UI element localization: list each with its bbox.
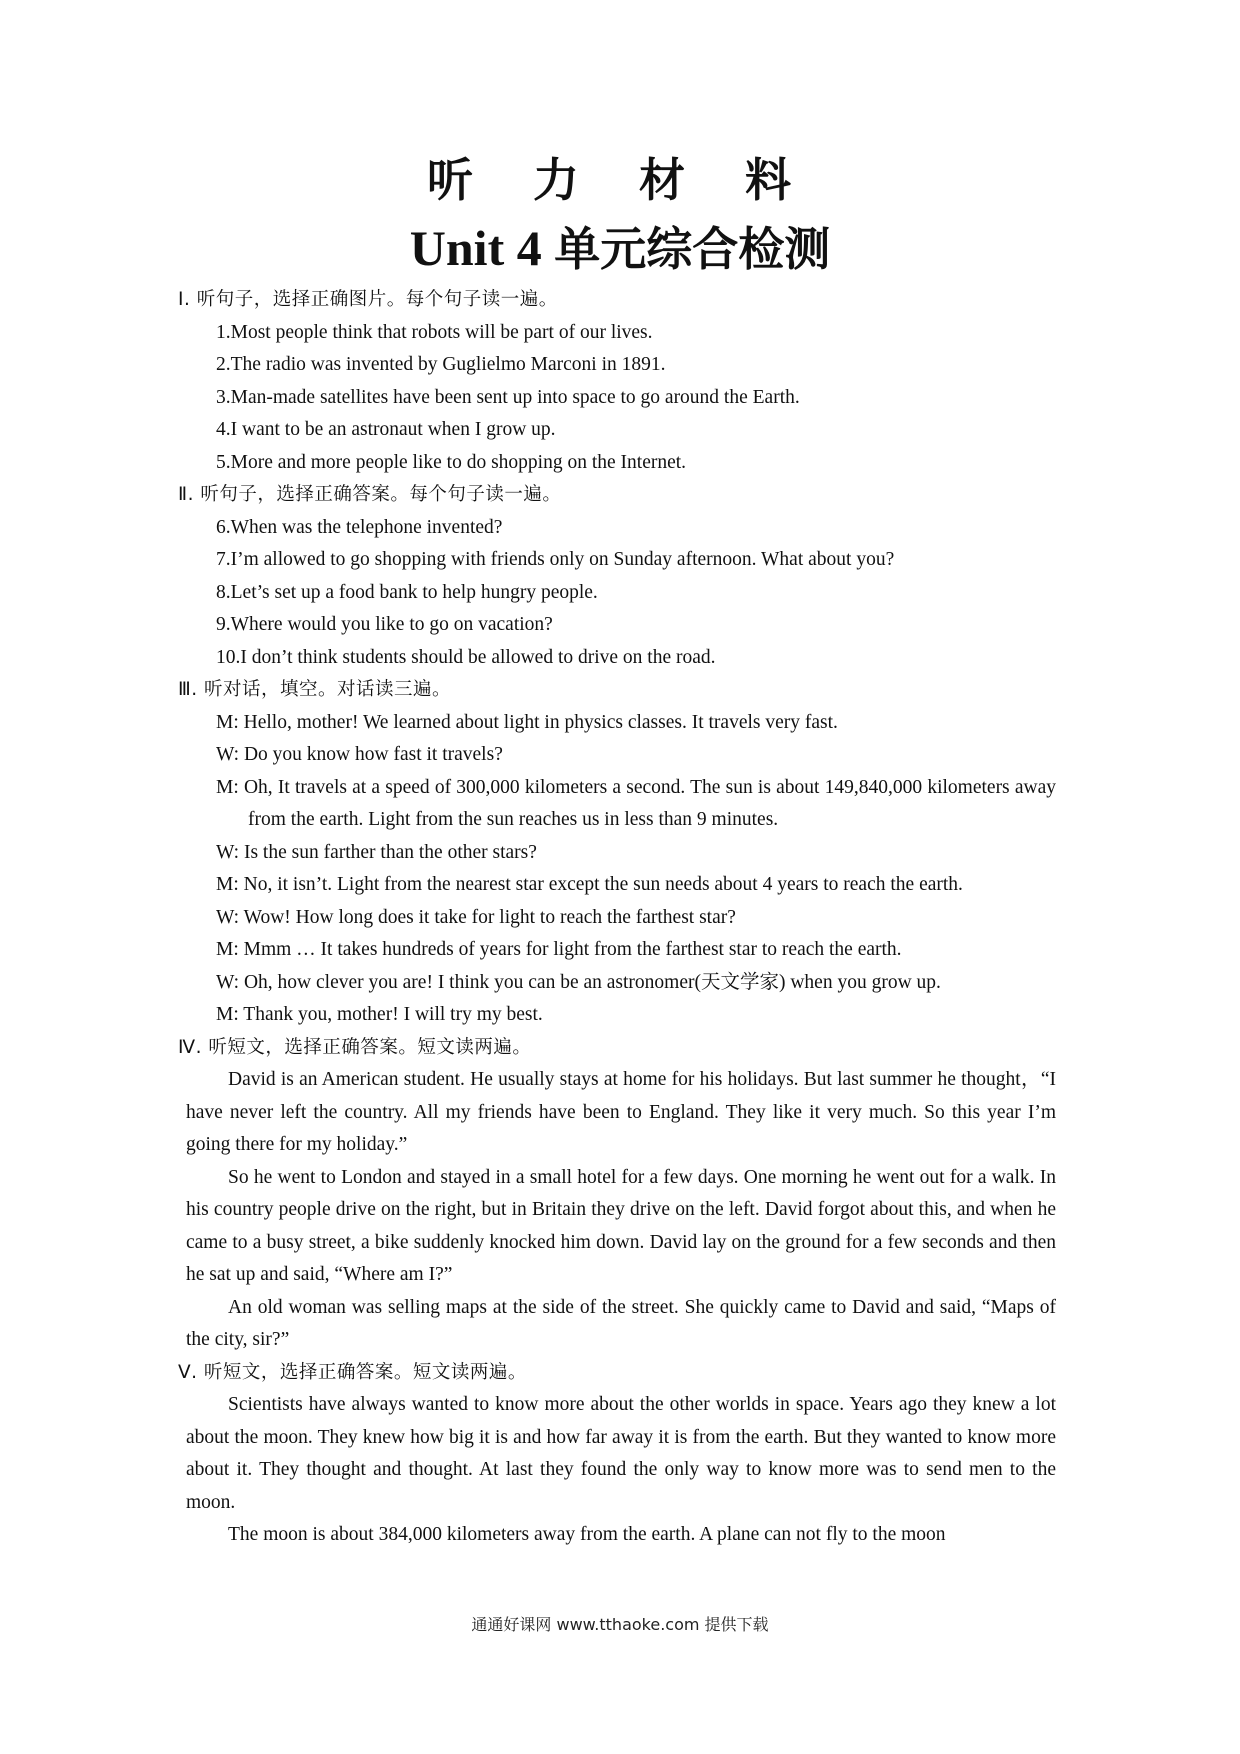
dialogue-line: M: No, it isn’t. Light from the nearest star except the sun needs about 4 years to reach the earth. bbox=[216, 874, 963, 895]
passage-paragraph: So he went to London and stayed in a small hotel for a few days. One morning he went out for a walk. In his country people drive on the right, but in Britain they drive on the left. David forgot about this, and when he came to a busy street, a bike suddenly knocked him down. David lay on the ground for a few seconds and then he sat up and said, “Where am I?” bbox=[186, 1166, 1056, 1285]
section-4-heading: Ⅳ. 听短文，选择正确答案。短文读两遍。 bbox=[178, 1036, 532, 1058]
page-footer: 通通好课网 www.tthaoke.com 提供下载 bbox=[471, 1615, 769, 1634]
sentence-item: 10.I don’t think students should be allowed to drive on the road. bbox=[216, 646, 716, 668]
subtitle-test-name: 单元综合检测 bbox=[554, 222, 831, 276]
sentence-item: 9.Where would you like to go on vacation? bbox=[216, 614, 553, 635]
section-2-heading: Ⅱ. 听句子，选择正确答案。每个句子读一遍。 bbox=[178, 484, 562, 505]
sentence-item: 2.The radio was invented by Guglielmo Marconi in 1891. bbox=[216, 354, 666, 375]
sentence-item: 7.I’m allowed to go shopping with friends only on Sunday afternoon. What about you? bbox=[216, 549, 895, 570]
sentence-item: 1.Most people think that robots will be part of our lives. bbox=[216, 321, 653, 343]
sentence-item: 6.When was the telephone invented? bbox=[216, 516, 503, 538]
passage-paragraph: An old woman was selling maps at the side of the street. She quickly came to David and said, “Maps of the city, sir?” bbox=[186, 1296, 1056, 1350]
sentence-item: 8.Let’s set up a food bank to help hungry people. bbox=[216, 581, 598, 603]
dialogue-line: M: Oh, It travels at a speed of 300,000 kilometers a second. The sun is about 149,840,000 kilometers away from the earth. Light from the sun reaches us in less than 9 minutes. bbox=[216, 776, 1056, 830]
dialogue-line: W: Is the sun farther than the other stars? bbox=[216, 841, 537, 863]
dialogue-line: M: Thank you, mother! I will try my best. bbox=[216, 1004, 543, 1025]
dialogue-line: M: Hello, mother! We learned about light in physics classes. It travels very fast. bbox=[216, 711, 838, 733]
listening-material bbox=[178, 284, 1056, 1552]
section-3-heading: Ⅲ. 听对话，填空。对话读三遍。 bbox=[178, 679, 452, 700]
sentence-item: 4.I want to be an astronaut when I grow up. bbox=[216, 419, 556, 440]
passage-paragraph: The moon is about 384,000 kilometers away from the earth. A plane can not fly to the moon bbox=[228, 1524, 946, 1545]
sentence-item: 5.More and more people like to do shopping on the Internet. bbox=[216, 451, 687, 473]
section-1-heading: Ⅰ. 听句子，选择正确图片。每个句子读一遍。 bbox=[178, 289, 558, 310]
page-title: 听 力 材 料 bbox=[426, 153, 814, 207]
dialogue-line: W: Oh, how clever you are! I think you can be an astronomer(天文学家) when you grow up. bbox=[216, 971, 941, 993]
sentence-item: 3.Man-made satellites have been sent up into space to go around the Earth. bbox=[216, 386, 800, 408]
subtitle-unit: Unit 4 bbox=[409, 220, 542, 276]
passage-paragraph: Scientists have always wanted to know more about the other worlds in space. Years ago they knew a lot about the moon. They knew how big it is and how far away it is from the earth. But they wanted to know more about it. They thought and thought. At last they found the only way to know more was to send men to the moon. bbox=[186, 1394, 1056, 1513]
section-5-heading: Ⅴ. 听短文，选择正确答案。短文读两遍。 bbox=[178, 1361, 527, 1383]
passage-paragraph: David is an American student. He usually stays at home for his holidays. But last summer he thought，“I have never left the country. All my friends have been to England. They like it very much. So this year I’m going there for my holiday.” bbox=[186, 1069, 1056, 1155]
page-subtitle bbox=[0, 216, 1240, 281]
dialogue-line: W: Wow! How long does it take for light to reach the farthest star? bbox=[216, 906, 736, 928]
dialogue-line: M: Mmm … It takes hundreds of years for light from the farthest star to reach the earth. bbox=[216, 939, 902, 960]
dialogue-line: W: Do you know how fast it travels? bbox=[216, 744, 503, 765]
